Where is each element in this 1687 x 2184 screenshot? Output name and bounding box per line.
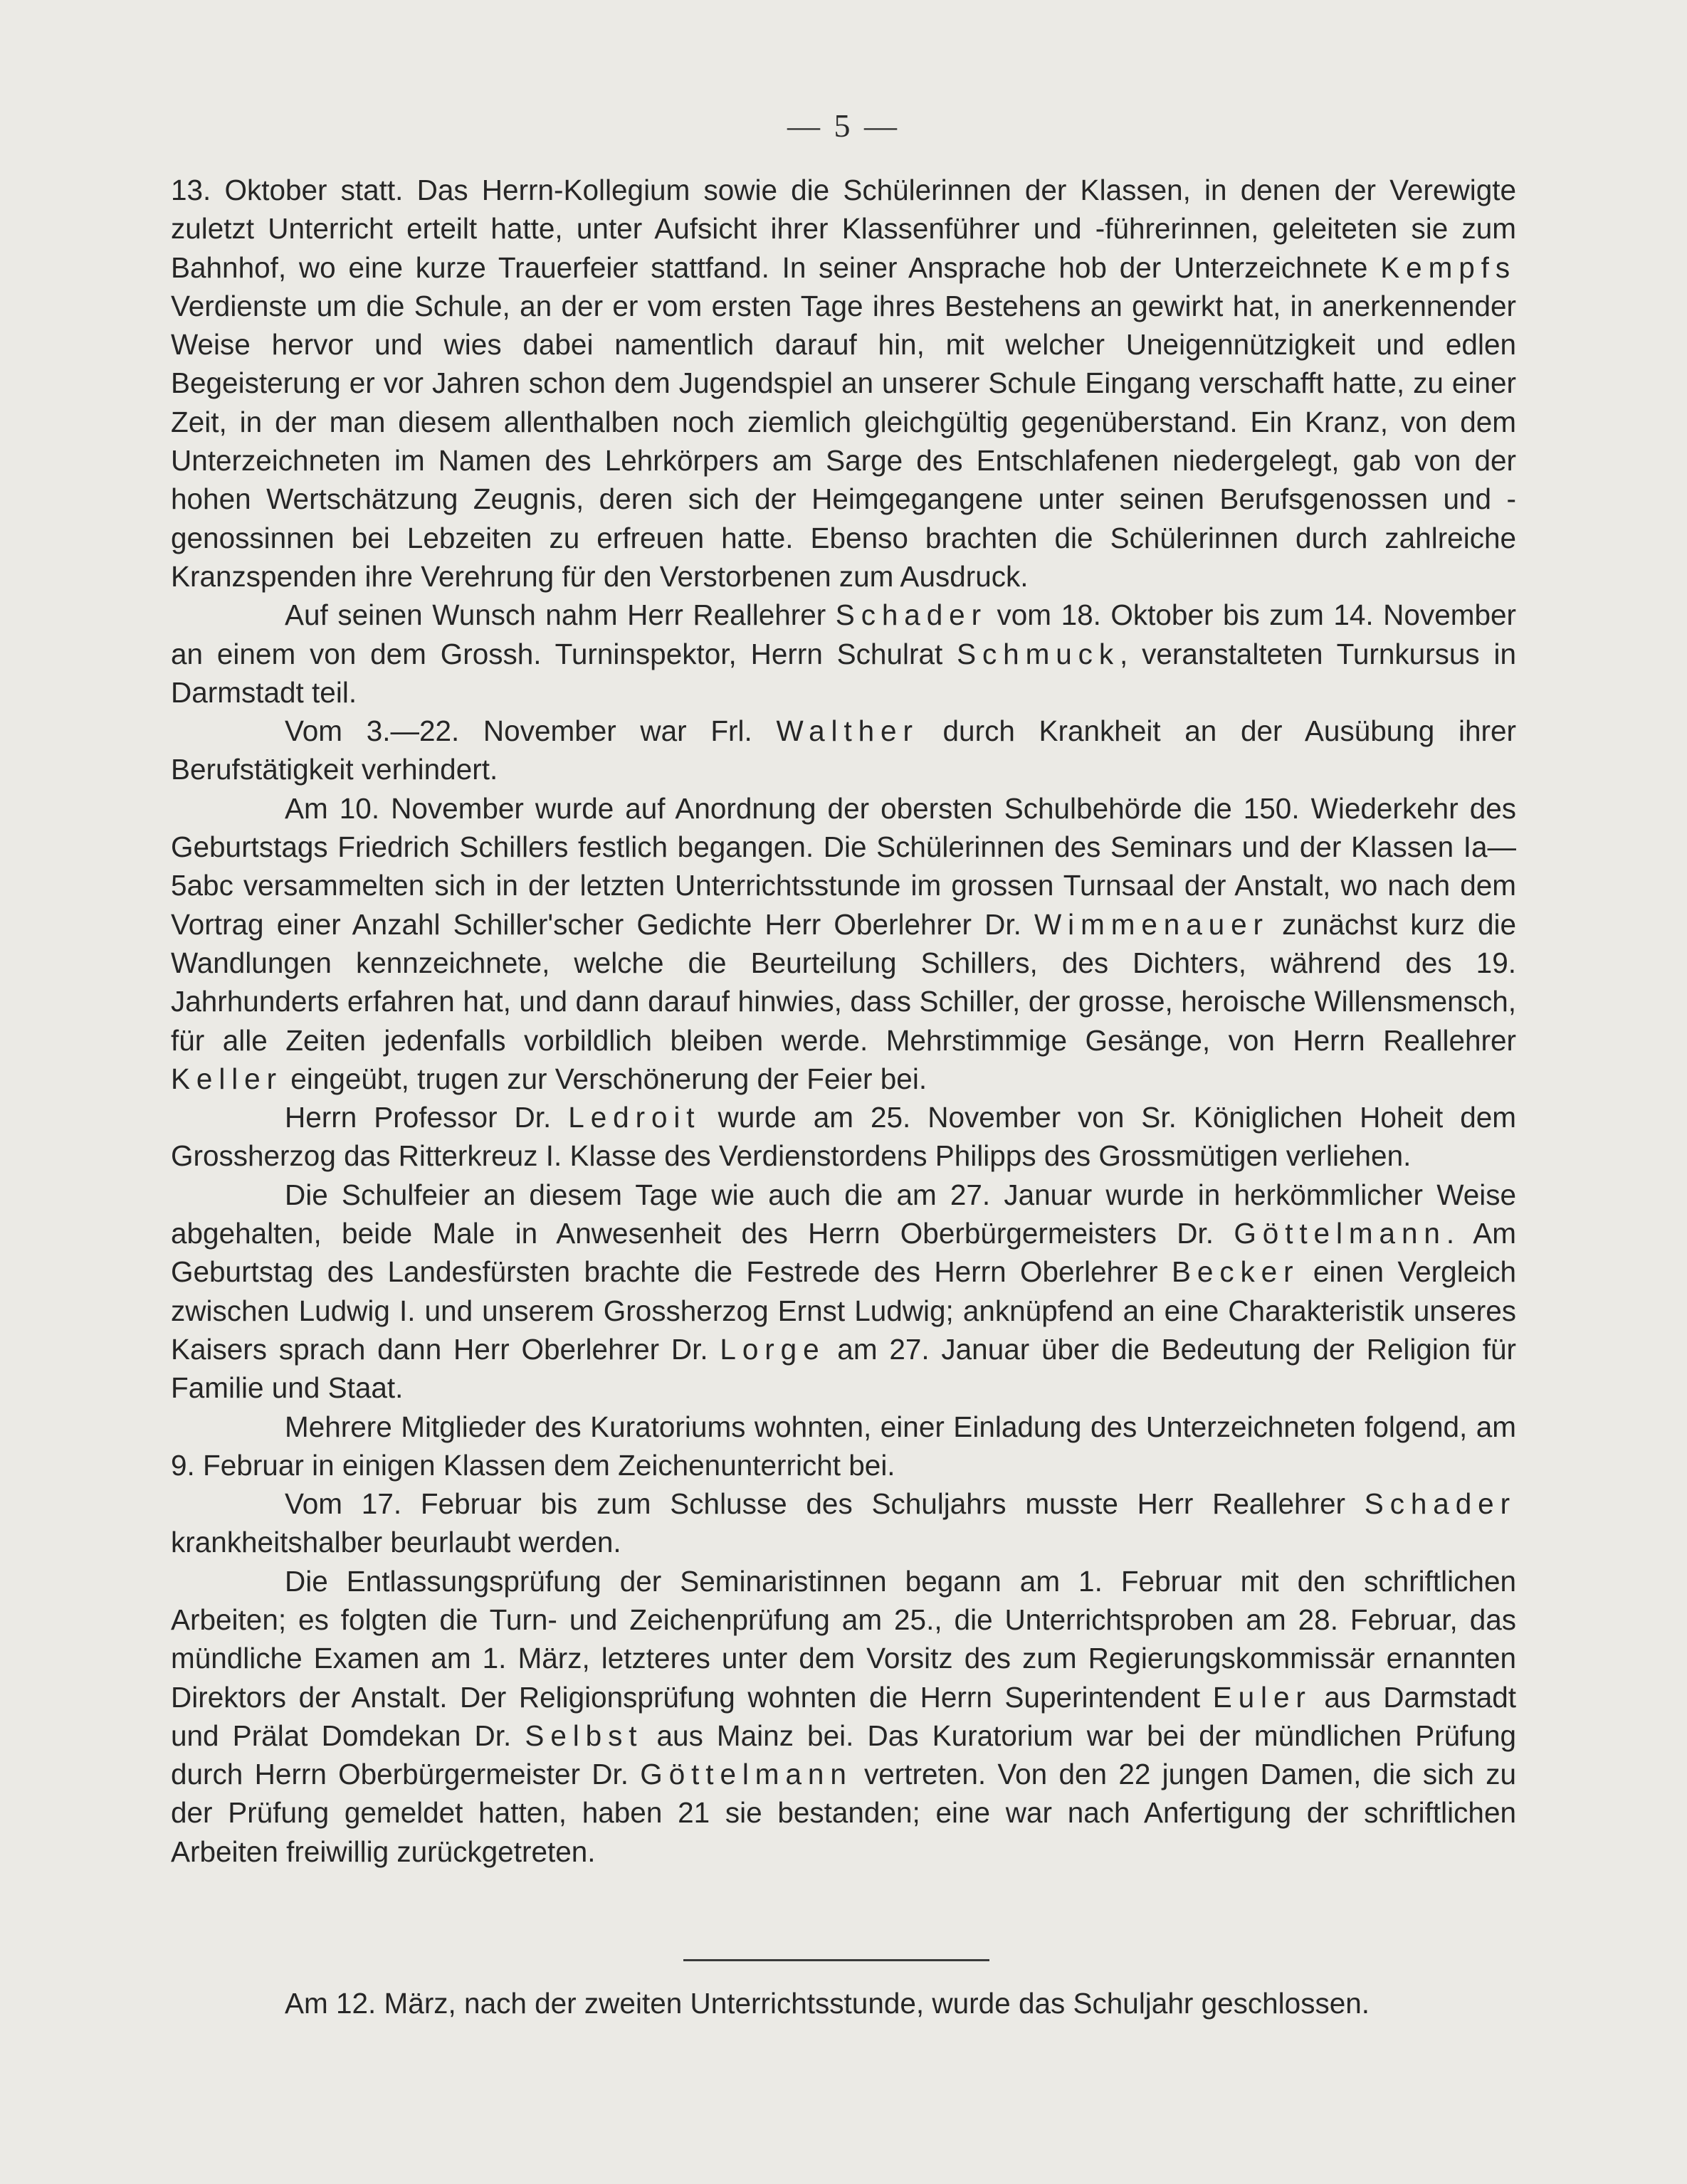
paragraph <box>171 712 1516 789</box>
text-run: Verdienste um die Schule, an der er vom ersten Tage ihres Bestehens an gewirkt hat, in anerkennender Weise hervor und wies dabei namentlich darauf hin, mit welcher Uneigennützigkeit und edlen Begeisterung er vor Jahren schon dem Jugendspiel an unserer Schule Eingang verschafft hatte, zu einer Zeit, in der man diesem allenthalben noch ziemlich gleichgültig gegenüberstand. Ein Kranz, von dem Unterzeichneten im Namen des Lehrkörpers am Sarge des Entschlafenen niedergelegt, gab von der hohen Wertschätzung Zeugnis, deren sich der Heimgegangene unter seinen Berufsgenossen und -genossinnen bei Lebzeiten zu erfreuen hatte. Ebenso brachten die Schülerinnen durch zahlreiche Kranzspenden ihre Verehrung für den Verstorbenen zum Ausdruck. <box>171 289 1516 593</box>
text-run: eingeübt, trugen zur Verschönerung der Feier bei. <box>283 1062 927 1095</box>
paragraph <box>171 1098 1516 1176</box>
spaced-name: Selbst <box>525 1719 643 1752</box>
spaced-name: Lorge <box>720 1332 826 1366</box>
text-run: . Am Geburtstag des Landesfürsten brachte die Festrede des Herrn Oberlehrer <box>171 1217 1516 1289</box>
spaced-name: Kempfs <box>1380 250 1516 284</box>
paragraph <box>171 1408 1516 1485</box>
spaced-name: Ledroit <box>568 1101 701 1134</box>
page-number: — 5 — <box>787 107 900 144</box>
spaced-name: Schmuck <box>957 637 1120 670</box>
paragraph <box>171 1562 1516 1871</box>
text-run: Vom 17. Februar bis zum Schlusse des Schuljahrs musste Herr Reallehrer <box>285 1487 1365 1521</box>
paragraph <box>171 1484 1516 1562</box>
closing-line: Am 12. März, nach der zweiten Unterrichtsstunde, wurde das Schuljahr geschlossen. <box>285 1987 1370 2020</box>
text-run: 13. Oktober statt. Das Herrn-Kollegium sowie die Schülerinnen der Klassen, in denen der Verewigte zuletzt Unterricht erteilt hatte, unter Aufsicht ihrer Klassenführer und -führerinnen, geleiteten sie zum Bahnhof, wo eine kurze Trauerfeier stattfand. In seiner Ansprache hob der Unterzeichnete <box>171 174 1516 284</box>
paragraph <box>171 1176 1516 1408</box>
text-run: Die Schulfeier an diesem Tage wie auch die am 27. Januar wurde in herkömmlicher Weise abgehalten, beide Male in Anwesenheit des Herrn Oberbürgermeisters Dr. <box>171 1178 1516 1250</box>
text-run: krankheitshalber beurlaubt werden. <box>171 1526 621 1559</box>
text-run: aus Darmstadt und Prälat Domdekan Dr. <box>171 1680 1516 1752</box>
text-run: Auf seinen Wunsch nahm Herr Reallehrer <box>285 598 836 632</box>
text-run: vertreten. Von den 22 jungen Damen, die sich zu der Prüfung gemeldet hatten, haben 21 sie bestanden; eine war nach Anfertigung der schriftlichen Arbeiten freiwillig zurückgetreten. <box>171 1758 1516 1868</box>
spaced-name: Becker <box>1171 1255 1300 1289</box>
paragraph <box>171 596 1516 712</box>
paragraph <box>171 171 1516 596</box>
text-run: zunächst kurz die Wandlungen kennzeichnete, welche die Beurteilung Schillers, des Dichters, während des 19. Jahrhunderts erfahren hat, und dann darauf hinwies, dass Schiller, der grosse, heroische Willensmensch, für alle Zeiten jedenfalls vorbildlich bleiben werde. Mehrstimmige Gesänge, von Herrn Reallehrer <box>171 907 1516 1057</box>
spaced-name: Schader <box>1364 1487 1516 1521</box>
text-run: am 27. Januar über die Bedeutung der Religion für Familie und Staat. <box>171 1332 1517 1405</box>
text-run: wurde am 25. November von Sr. Königlichen Hoheit dem Grossherzog das Ritterkreuz I. Klasse des Verdienstordens Philipps des Grossmütigen verliehen. <box>171 1101 1517 1173</box>
spaced-name: Göttelmann <box>1234 1217 1446 1250</box>
text-run: Am 10. November wurde auf Anordnung der obersten Schulbehörde die 150. Wiederkehr des Geburtstags Friedrich Schillers festlich begangen. Die Schülerinnen des Seminars und der Klassen Ia—5abc versammelten sich in der letzten Unterrichtsstunde im grossen Turnsaal der Anstalt, wo nach dem Vortrag einer Anzahl Schiller'scher Gedichte Herr Oberlehrer Dr. <box>171 791 1516 941</box>
text-run: Die Entlassungsprüfung der Seminaristinnen begann am 1. Februar mit den schriftlichen Arbeiten; es folgten die Turn- und Zeichenprüfung am 25., die Unterrichtsproben am 28. Februar, das mündliche Examen am 1. März, letzteres unter dem Vorsitz des zum Regierungskommissär ernannten Direktors der Anstalt. Der Religionsprüfung wohnten die Herrn Superintendent <box>171 1564 1516 1714</box>
spaced-name: Göttelmann <box>640 1758 853 1791</box>
text-run: aus Mainz bei. Das Kuratorium war bei der mündlichen Prüfung durch Herrn Oberbürgermeister Dr. <box>171 1719 1516 1791</box>
text-run: Herrn Professor Dr. <box>285 1101 569 1134</box>
text-run: einen Vergleich zwischen Ludwig I. und unserem Grossherzog Ernst Ludwig; anknüpfend an eine Charakteristik unseres Kaisers sprach dann Herr Oberlehrer Dr. <box>171 1255 1516 1366</box>
paragraph <box>171 789 1516 1098</box>
spaced-name: Walther <box>776 714 919 748</box>
body-text <box>171 171 1516 1871</box>
text-run: Vom 3.—22. November war Frl. <box>285 714 777 748</box>
text-run: vom 18. Oktober bis zum 14. November an einem von dem Grossh. Turninspektor, Herrn Schulrat <box>171 598 1516 670</box>
spaced-name: Schader <box>835 598 987 632</box>
section-divider <box>683 1959 989 1961</box>
text-run: durch Krankheit an der Ausübung ihrer Berufstätigkeit verhindert. <box>171 714 1517 786</box>
spaced-name: Wimmenauer <box>1034 907 1269 941</box>
text-run: Mehrere Mitglieder des Kuratoriums wohnten, einer Einladung des Unterzeichneten folgend, am 9. Februar in einigen Klassen dem Zeichenunterricht bei. <box>171 1410 1516 1482</box>
text-run: , veranstalteten Turnkursus in Darmstadt teil. <box>171 637 1516 709</box>
spaced-name: Euler <box>1212 1680 1312 1714</box>
spaced-name: Keller <box>171 1062 283 1095</box>
